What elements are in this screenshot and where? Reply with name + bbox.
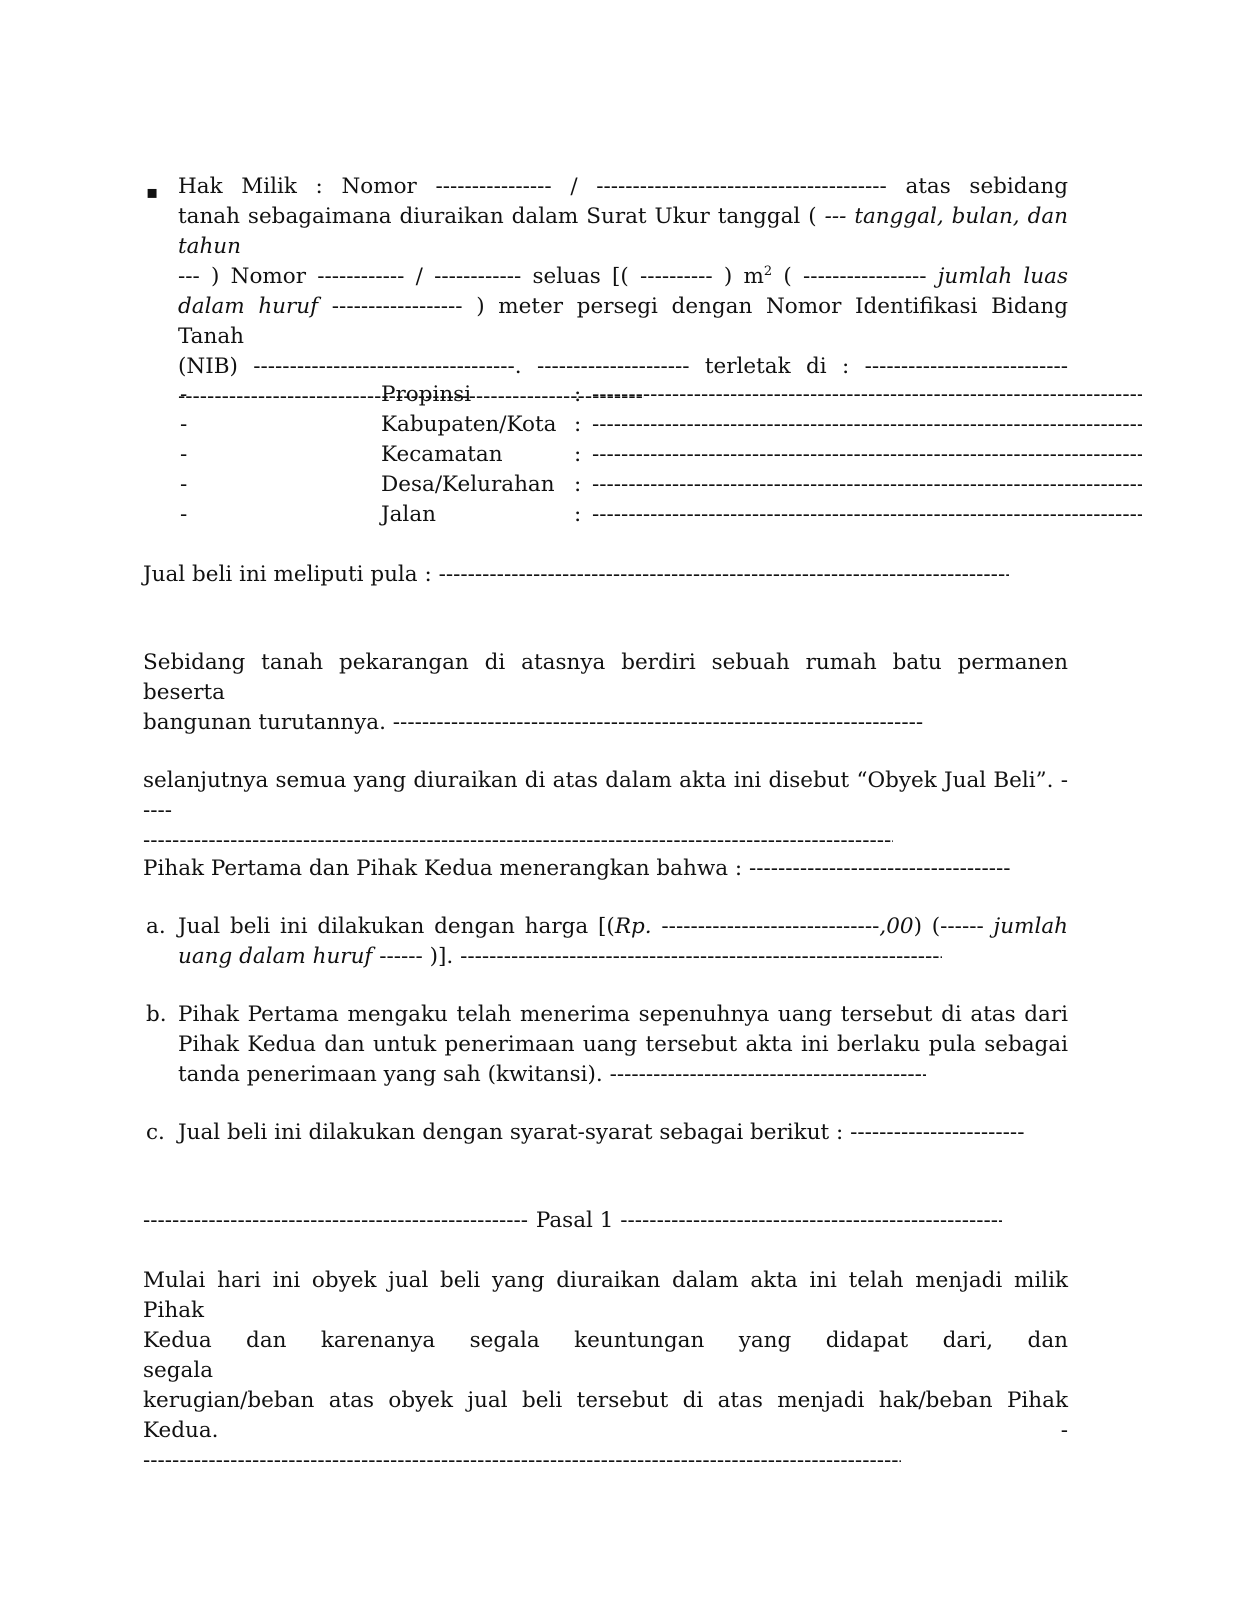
hak-milik-line-2: tanah sebagaimana diuraikan dalam Surat Ukur tanggal ( --- tanggal, bulan, dan tahun [178,204,1069,259]
location-row-desa: - Desa/Kelurahan : ----- [146,470,1046,500]
blank-line [592,410,1142,440]
mulai-paragraph: Mulai hari ini obyek jual beli yang diuraikan dalam akta ini telah menjadi milik Pihak Kedua dan karenanya segala keuntungan yang didapat dari, dan segala kerugian/beban atas obyek jual beli tersebut di atas menjadi hak/beban Pihak Kedua. - ----- [143,1266,1068,1485]
blank-line [592,380,1142,410]
pasal-heading: ----- Pasal 1 ----- [143,1206,1003,1236]
item-a-paragraph: Jual beli ini dilakukan dengan harga [(Rp. ------------------------------,00) (------ jumlah uang dalam huruf ------ )]. ----- [178,912,1068,972]
hak-milik-line-5: (NIB) ------------------------------------. --------------------- terletak di : ---------------------------- [178,354,1068,379]
sebidang-paragraph: Sebidang tanah pekarangan di atasnya berdiri sebuah rumah batu permanen beserta bangunan turutannya. ----- [143,648,1068,738]
blank-line [592,470,1142,500]
blank-line [592,500,1142,530]
meliputi-line: Jual beli ini meliputi pula : ----- [143,560,1003,590]
location-row-kecamatan: - Kecamatan : ----- [146,440,1046,470]
item-a-marker: a. [146,914,166,939]
hak-milik-line-4: dalam huruf ------------------ ) meter persegi dengan Nomor Identifikasi Bidang Tanah [178,294,1069,349]
hak-milik-line-1: Hak Milik : Nomor ---------------- / ---------------------------------------- atas sebidang [178,174,1068,199]
item-b-marker: b. [146,1002,167,1027]
item-c-line: Jual beli ini dilakukan dengan syarat-syarat sebagai berikut : ----- [178,1118,1008,1148]
location-row-propinsi: - Propinsi : ----- [146,380,1046,410]
location-row-kabupaten: - Kabupaten/Kota : ----- [146,410,1046,440]
bullet-icon: ▪ [146,182,159,203]
hak-milik-line-3: --- ) Nomor ------------ / ------------ seluas [( ---------- ) $m^2$ ( ----------------- jumlah luas [178,263,1069,289]
selanjutnya-paragraph: selanjutnya semua yang diuraikan di atas dalam akta ini disebut “Obyek Jual Beli”. ----- ----- [143,766,1068,865]
item-b-paragraph: Pihak Pertama mengaku telah menerima sepenuhnya uang tersebut di atas dari Pihak Kedua dan untuk penerimaan uang tersebut akta ini berlaku pula sebagai tanda penerimaan yang sah (kwitansi). ----- [178,1000,1068,1090]
item-c-marker: c. [146,1120,165,1145]
blank-line [592,440,1142,470]
location-row-jalan: - Jalan : ----- [146,500,1046,530]
menerangkan-line: Pihak Pertama dan Pihak Kedua menerangkan bahwa : ----- [143,854,1003,884]
